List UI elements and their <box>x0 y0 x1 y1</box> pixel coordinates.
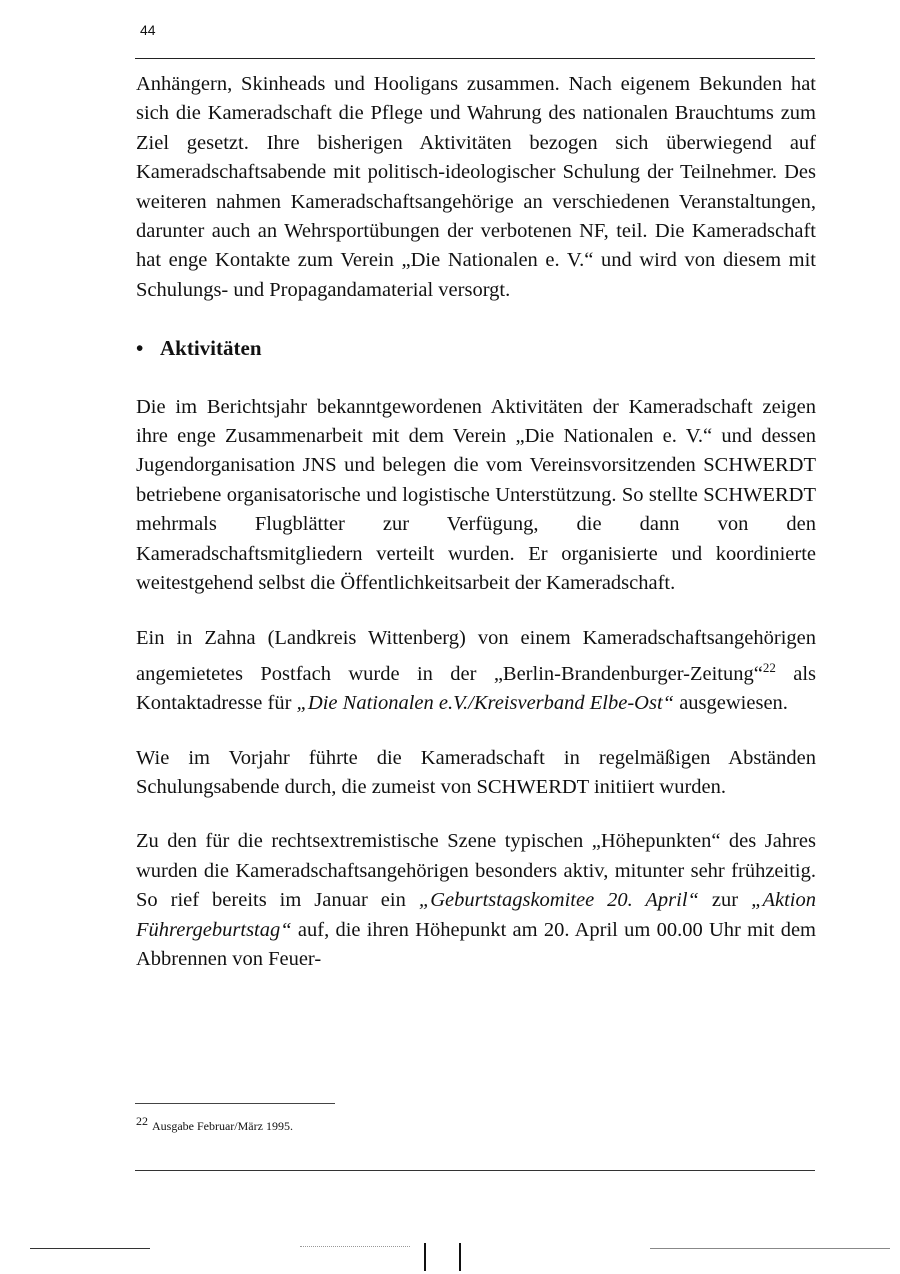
footnote-reference: 22 <box>762 659 776 675</box>
paragraph-5-part-c: auf, die ihren Höhepunkt am 20. April um 00.00 Uhr mit dem Abbrennen von Feuer- <box>136 918 816 970</box>
footnote-separator <box>135 1103 335 1104</box>
paragraph-4: Wie im Vorjahr führte die Kameradschaft in regelmäßigen Abständen Schulungsabende durch, die zumeist von SCHWERDT initiiert wurden. <box>136 746 816 798</box>
scan-artifact-bar <box>459 1243 461 1271</box>
footnote-number: 22 <box>136 1114 148 1128</box>
paragraph-2: Die im Berichtsjahr bekanntgewordenen Aktivitäten der Kameradschaft zeigen ihre enge Zusammenarbeit mit dem Verein „Die Nationalen e. V.“ und dessen Jugendorganisation JNS und belegen die vom Vereinsvorsitzenden SCHWERDT betriebene organisatorische und logistische Unterstützung. So stellte SCHWERDT mehrmals Flugblätter zur Verfügung, die dann von den Kameradschaftsmitgliedern verteilt wurden. Er organisierte und koordinierte weitestgehend selbst die Öffentlichkeitsarbeit der Kameradschaft. <box>136 395 816 595</box>
scan-artifact-bar <box>424 1243 426 1271</box>
footnote-text: Ausgabe Februar/März 1995. <box>152 1119 293 1133</box>
paragraph-3-part-c: ausgewiesen. <box>674 692 788 715</box>
paragraph-1: Anhängern, Skinheads und Hooligans zusammen. Nach eigenem Bekunden hat sich die Kameradschaft die Pflege und Wahrung des nationalen Brauchtums zum Ziel gesetzt. Ihre bisherigen Aktivitäten bezogen sich überwiegend auf Kameradschaftsabende mit politisch-ideologischer Schulung der Teilnehmer. Des weiteren nahmen Kameradschaftsangehörige an verschiedenen Veranstaltungen, darunter auch an Wehrsportübungen der verbotenen NF, teil. Die Kameradschaft hat enge Kontakte zum Verein „Die Nationalen e. V.“ und wird von diesem mit Schulungs- und Propagandamaterial versorgt. <box>136 73 816 301</box>
paragraph-5 <box>136 827 816 974</box>
paragraph-5-italic-1: „Geburtstagskomitee 20. April“ <box>418 889 699 912</box>
paragraph-5-part-a: Zu den für die rechtsextremistische Szene typischen „Höhepunkten“ des Jahres wurden die Kameradschaftsangehörigen besonders aktiv, mitunter sehr frühzeitig. So rief bereits im Januar ein <box>136 830 816 912</box>
scan-artifact-dotted-line <box>300 1246 410 1248</box>
main-text <box>136 70 816 999</box>
paragraph-5-italic-2: „Aktion Führergeburtstag“ <box>136 889 816 941</box>
paragraph-3-italic: „Die Nationalen e.V./Kreisverband Elbe-Ost“ <box>296 692 675 715</box>
page-number: 44 <box>140 22 156 38</box>
paragraph-5-part-b: zur <box>698 889 752 912</box>
paragraph-3-part-a: Ein in Zahna (Landkreis Wittenberg) von einem Kameradschaftsangehörigen angemietetes Postfach wurde in der „Berlin-Brandenburger-Zeitung“ <box>136 626 816 685</box>
footnote <box>136 1114 293 1134</box>
bullet-icon: • <box>136 336 144 361</box>
paragraph-3-part-b: als Kontaktadresse für <box>136 662 816 715</box>
section-heading-text: Aktivitäten <box>160 336 262 361</box>
paragraph-3 <box>136 624 816 719</box>
scan-artifact-right-line <box>650 1248 890 1249</box>
section-heading <box>136 334 816 363</box>
header-rule <box>135 58 815 59</box>
scan-artifact-left-line <box>30 1248 150 1249</box>
bottom-rule <box>135 1170 815 1171</box>
